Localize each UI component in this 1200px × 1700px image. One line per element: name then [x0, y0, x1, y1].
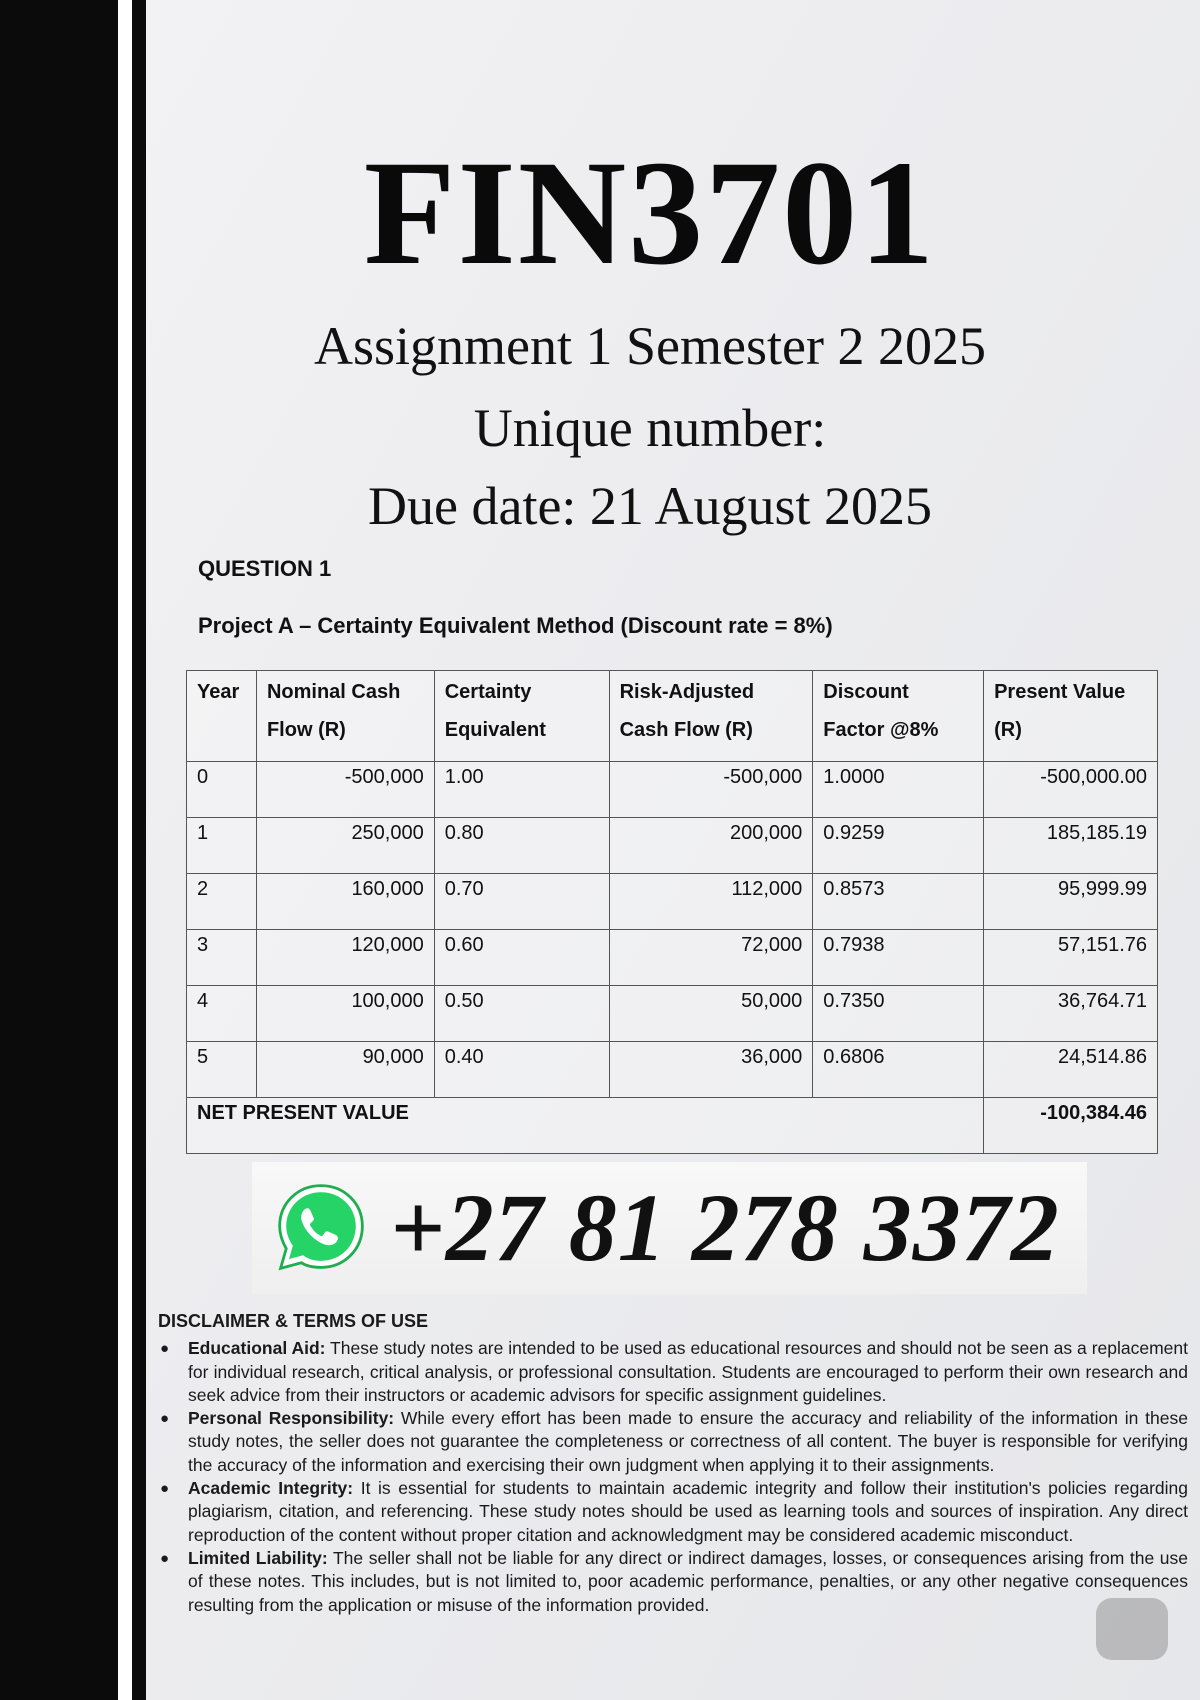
cell-risk-adjusted: 36,000	[609, 1042, 813, 1098]
disclaimer-item-lead: Personal Responsibility:	[188, 1408, 395, 1429]
cell-present-value: 95,999.99	[984, 874, 1158, 930]
disclaimer-item-lead: Academic Integrity:	[188, 1478, 354, 1499]
cell-ce: 0.60	[434, 930, 609, 986]
cell-ce: 0.40	[434, 1042, 609, 1098]
cell-risk-adjusted: -500,000	[609, 762, 813, 818]
due-date: Due date: 21 August 2025	[368, 476, 932, 536]
header-year: Year	[187, 671, 257, 762]
left-thin-bar	[132, 0, 146, 1700]
question-title: Project A – Certainty Equivalent Method (Discount rate = 8%)	[198, 613, 833, 638]
cell-nominal: 160,000	[256, 874, 434, 930]
cell-discount-factor: 0.9259	[813, 818, 984, 874]
unique-number: Unique number:	[473, 398, 827, 458]
cell-nominal: 100,000	[256, 986, 434, 1042]
disclaimer-list	[158, 1337, 1188, 1617]
npv-label: NET PRESENT VALUE	[187, 1098, 984, 1154]
cell-nominal: -500,000	[256, 762, 434, 818]
bullet-icon: ●	[160, 1480, 170, 1498]
cell-risk-adjusted: 72,000	[609, 930, 813, 986]
cell-present-value: 36,764.71	[984, 986, 1158, 1042]
course-code: FIN3701	[363, 130, 937, 296]
contact-banner	[252, 1162, 1087, 1294]
table-row	[187, 930, 1158, 986]
cell-present-value: 57,151.76	[984, 930, 1158, 986]
cell-ce: 0.80	[434, 818, 609, 874]
disclaimer-item-lead: Educational Aid:	[188, 1338, 326, 1359]
cell-ce: 0.70	[434, 874, 609, 930]
table-row	[187, 762, 1158, 818]
disclaimer-item	[160, 1337, 1188, 1407]
cell-risk-adjusted: 112,000	[609, 874, 813, 930]
table-row	[187, 874, 1158, 930]
table-row	[187, 1042, 1158, 1098]
cell-year: 0	[187, 762, 257, 818]
cell-discount-factor: 0.8573	[813, 874, 984, 930]
npv-row	[187, 1098, 1158, 1154]
certainty-equivalent-table	[186, 670, 1158, 1154]
question-label: QUESTION 1	[198, 556, 332, 581]
disclaimer-title: DISCLAIMER & TERMS OF USE	[158, 1311, 429, 1331]
left-white-stripe	[118, 0, 132, 1700]
npv-value: -100,384.46	[984, 1098, 1158, 1154]
phone-number: +27 81 278 3372	[390, 1174, 1060, 1281]
bullet-icon: ●	[160, 1340, 170, 1358]
table-row	[187, 818, 1158, 874]
disclaimer-item-text: While every effort has been made to ensure the accuracy and reliability of the information in these study notes, the seller does not guarantee the completeness or correctness of all content. The buyer is responsible for verifying the accuracy of the information and exercising their own judgment when applying it to their assignments.	[188, 1408, 1188, 1475]
cell-discount-factor: 0.7350	[813, 986, 984, 1042]
disclaimer-item	[160, 1477, 1188, 1547]
cell-ce: 1.00	[434, 762, 609, 818]
cell-discount-factor: 1.0000	[813, 762, 984, 818]
table-header-row	[187, 671, 1158, 762]
cell-present-value: 24,514.86	[984, 1042, 1158, 1098]
cell-year: 4	[187, 986, 257, 1042]
cell-present-value: -500,000.00	[984, 762, 1158, 818]
header-nominal-cash-flow: Nominal Cash Flow (R)	[256, 671, 434, 762]
cell-discount-factor: 0.7938	[813, 930, 984, 986]
disclaimer-section	[158, 1310, 1188, 1617]
header-certainty-equivalent: Certainty Equivalent	[434, 671, 609, 762]
bullet-icon: ●	[160, 1410, 170, 1428]
assignment-title: Assignment 1 Semester 2 2025	[314, 316, 986, 376]
cell-year: 1	[187, 818, 257, 874]
cell-nominal: 250,000	[256, 818, 434, 874]
cell-year: 3	[187, 930, 257, 986]
disclaimer-item-lead: Limited Liability:	[188, 1547, 328, 1568]
cell-nominal: 120,000	[256, 930, 434, 986]
cell-nominal: 90,000	[256, 1042, 434, 1098]
corner-badge	[1096, 1598, 1168, 1660]
disclaimer-item	[160, 1547, 1189, 1617]
cell-ce: 0.50	[434, 986, 609, 1042]
cell-year: 5	[187, 1042, 257, 1098]
table-row	[187, 986, 1158, 1042]
cell-risk-adjusted: 50,000	[609, 986, 813, 1042]
header-risk-adjusted-cash-flow: Risk-Adjusted Cash Flow (R)	[609, 671, 813, 762]
disclaimer-item-text: The seller shall not be liable for any direct or indirect damages, losses, or consequences arising from the use of these notes. This includes, but is not limited to, poor academic performance, penalties, or any other negative consequences resulting from the application or misuse of the information provided.	[188, 1547, 1189, 1615]
cell-discount-factor: 0.6806	[813, 1042, 984, 1098]
header-discount-factor: Discount Factor @8%	[813, 671, 984, 762]
disclaimer-item	[160, 1407, 1188, 1477]
disclaimer-item-text: It is essential for students to maintain academic integrity and follow their institution's policies regarding plagiarism, citation, and referencing. These study notes should be used as learning tools and sources of inspiration. Any direct reproduction of the content without proper citation and acknowledgment may be considered academic misconduct.	[188, 1478, 1188, 1545]
left-black-bar	[0, 0, 118, 1700]
cell-risk-adjusted: 200,000	[609, 818, 813, 874]
cell-year: 2	[187, 874, 257, 930]
disclaimer-item-text: These study notes are intended to be used as educational resources and should not be seen as a replacement for individual research, critical analysis, or professional consultation. Students are encouraged to perform their own research and seek advice from their instructors or academic advisors for specific assignment guidelines.	[188, 1338, 1188, 1405]
whatsapp-icon	[274, 1180, 368, 1274]
cell-present-value: 185,185.19	[984, 818, 1158, 874]
header-present-value: Present Value (R)	[984, 671, 1158, 762]
bullet-icon: ●	[160, 1549, 170, 1567]
